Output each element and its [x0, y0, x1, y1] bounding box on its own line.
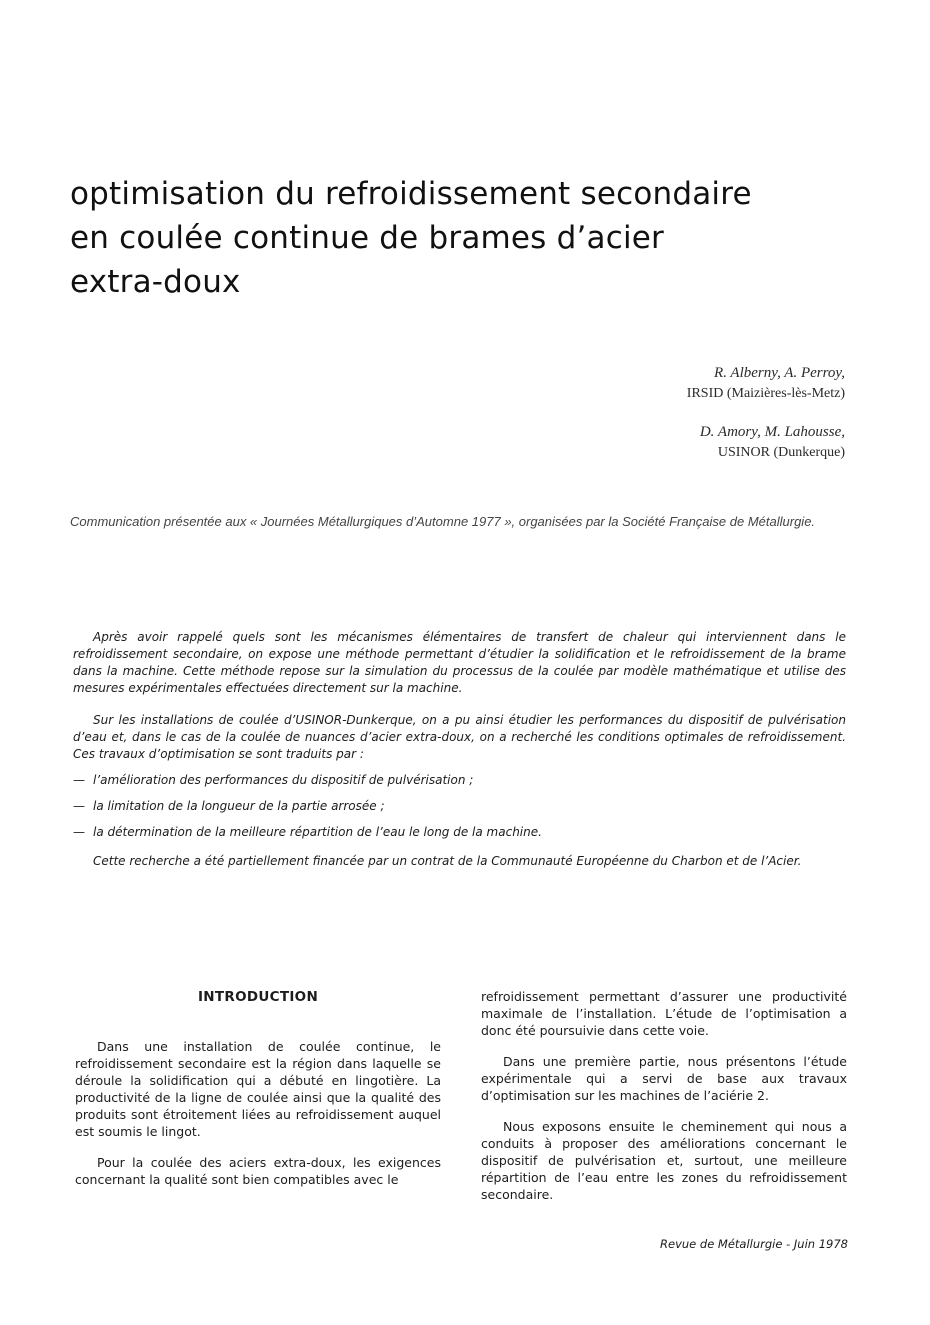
right-column	[481, 988, 847, 1217]
abstract-list	[73, 772, 846, 841]
section-heading: INTRODUCTION	[197, 989, 319, 1005]
dash-bullet: —	[73, 825, 85, 839]
author-names: R. Alberny, A. Perroy,	[714, 365, 845, 381]
dash-bullet: —	[73, 799, 85, 813]
author-block-usinor	[700, 421, 845, 463]
intro-paragraph-3: Dans une première partie, nous présentons l’étude expérimentale qui a servi de base aux travaux d’optimisation sur les machines de l’aciérie 2.	[481, 1054, 847, 1103]
intro-paragraph-2: Pour la coulée des aciers extra-doux, les exigences concernant la qualité sont bien compatibles avec le	[75, 1155, 441, 1187]
list-item	[73, 824, 846, 841]
abstract-paragraph-1: Après avoir rappelé quels sont les mécanismes élémentaires de transfert de chaleur qui interviennent dans le refroidissement secondaire, on expose une méthode permettant d’étudier la solidification et le refroidissement de la brame dans la machine. Cette méthode repose sur la simulation du processus de la coulée par modèle mathématique et utilise des mesures expérimentales effectuées directement sur la machine.	[73, 630, 846, 695]
title-line-1: optimisation du refroidissement secondaire	[70, 176, 752, 212]
abstract-paragraph-2: Sur les installations de coulée d’USINOR-Dunkerque, on a pu ainsi étudier les performances du dispositif de pulvérisation d’eau et, dans le cas de la coulée de nuances d’acier extra-doux, on a recherché les conditions optimales de refroidissement. Ces travaux d’optimisation se sont traduits par :	[73, 713, 846, 761]
list-item-text: la limitation de la longueur de la partie arrosée ;	[93, 799, 385, 813]
left-column	[75, 988, 441, 1202]
title-line-3: extra-doux	[70, 264, 241, 300]
author-affiliation: IRSID (Maizières-lès-Metz)	[686, 386, 845, 401]
author-names: D. Amory, M. Lahousse,	[699, 424, 845, 440]
title-line-2: en coulée continue de brames d’acier	[70, 220, 664, 256]
intro-paragraph-4: Nous exposons ensuite le cheminement qui nous a conduits à proposer des améliorations concernant le dispositif de pulvérisation et, surtout, une meilleure répartition de l’eau entre les zones du refroidissement secondaire.	[481, 1119, 847, 1202]
list-item	[73, 772, 846, 789]
author-affiliation: USINOR (Dunkerque)	[717, 445, 845, 460]
abstract	[73, 629, 846, 870]
funding-note: Cette recherche a été partiellement financée par un contrat de la Communauté Européenne du Charbon et de l’Acier.	[93, 854, 802, 868]
communication-note: Communication présentée aux « Journées Métallurgiques d’Automne 1977 », organisées par la Société Française de Métallurgie.	[70, 514, 816, 529]
list-item	[73, 798, 846, 815]
list-item-text: la détermination de la meilleure répartition de l’eau le long de la machine.	[93, 825, 542, 839]
dash-bullet: —	[73, 773, 85, 787]
running-footer: Revue de Métallurgie - Juin 1978	[660, 1237, 848, 1251]
article-title	[70, 172, 870, 304]
intro-paragraph-continued: refroidissement permettant d’assurer une productivité maximale de l’installation. L’étude de l’optimisation a donc été poursuivie dans cette voie.	[481, 989, 847, 1038]
list-item-text: l’amélioration des performances du dispositif de pulvérisation ;	[93, 773, 474, 787]
intro-paragraph-1: Dans une installation de coulée continue, le refroidissement secondaire est la région dans laquelle se déroule la solidification qui a débuté en lingotière. La productivité de la ligne de coulée ainsi que la qualité des produits sont étroitement liées au refroidissement auquel est soumis le lingot.	[75, 1039, 441, 1139]
author-block-irsid	[687, 362, 845, 404]
